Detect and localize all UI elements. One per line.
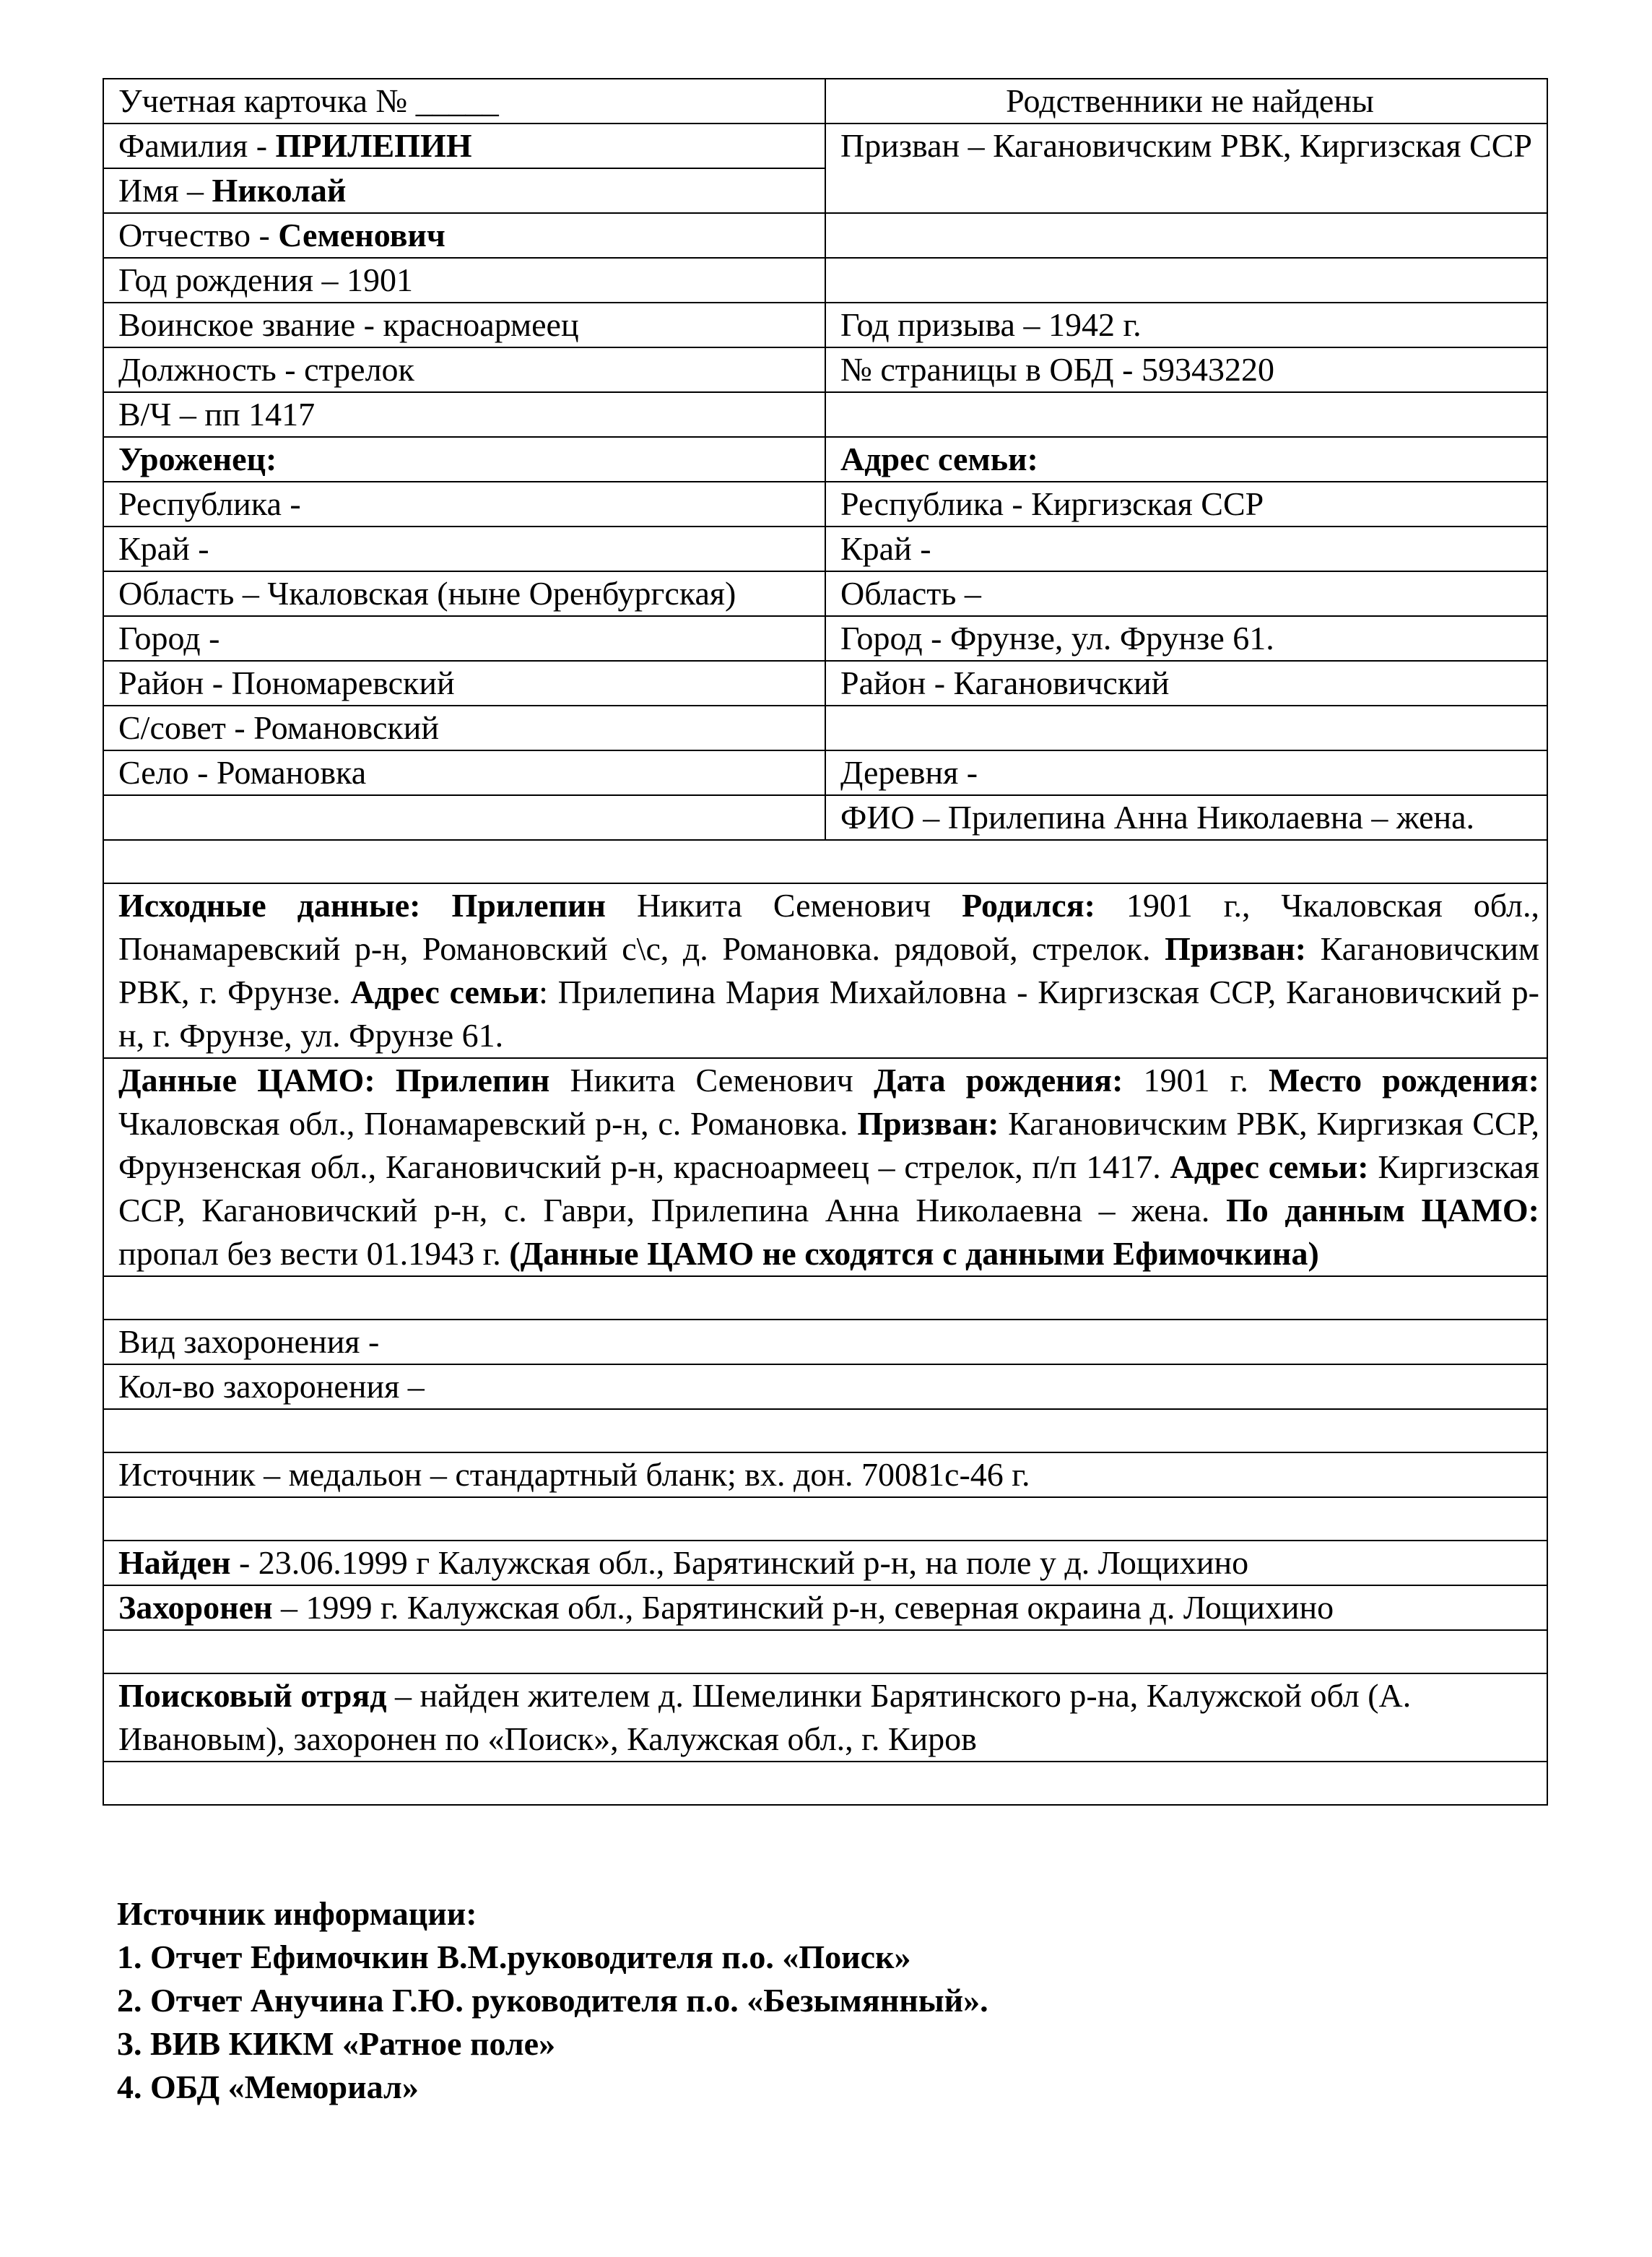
native-republic: Республика - (103, 482, 825, 527)
empty-cell (825, 213, 1547, 258)
empty-row (103, 1630, 1547, 1673)
native-header: Уроженец: (103, 437, 825, 482)
table-row (103, 1320, 1547, 1364)
table-row (103, 661, 1547, 706)
list-item: 3. ВИВ КИКМ «Ратное поле» (117, 2025, 556, 2062)
family-oblast: Область – (825, 571, 1547, 616)
table-row (103, 1762, 1547, 1805)
table-row (103, 303, 1547, 347)
native-village: Село - Романовка (103, 750, 825, 795)
patronymic-cell (103, 213, 825, 258)
name-value: Николай (212, 172, 347, 209)
family-fio: ФИО – Прилепина Анна Николаевна – жена. (825, 795, 1547, 840)
native-city: Город - (103, 616, 825, 661)
table-row (103, 1497, 1547, 1541)
military-rank: Воинское звание - красноармеец (103, 303, 825, 347)
search-squad-info: Поисковый отряд – найден жителем д. Шемелинки Барятинского р-на, Калужской обл (А. Ивановым), захоронен по «Поиск», Калужская обл., г. Киров (103, 1673, 1547, 1762)
obd-page-number: № страницы в ОБД - 59343220 (825, 347, 1547, 392)
list-item: 4. ОБД «Мемориал» (117, 2068, 419, 2105)
empty-row (103, 840, 1547, 883)
table-row (103, 1364, 1547, 1409)
burial-count: Кол-во захоронения – (103, 1364, 1547, 1409)
empty-row (103, 1409, 1547, 1452)
camo-data-paragraph: Данные ЦАМО: Прилепин Никита Семенович Дата рождения: 1901 г. Место рождения: Чкаловская обл., Понамаревский р-н, с. Романовка. Призван: Кагановичским РВК, Киргизкая ССР, Фрунзенская обл., Кагановичский р-н, красноармеец – стрелок, п/п 1417. Адрес семьи: Киргизская ССР, Кагановичский р-н, с. Гаври, Прилепина Анна Николаевна – жена. По данным ЦАМО: пропал без вести 01.1943 г. (Данные ЦАМО не сходятся с данными Ефимочкина) (103, 1058, 1547, 1276)
family-krai: Край - (825, 527, 1547, 571)
table-row (103, 347, 1547, 392)
empty-row (103, 1276, 1547, 1320)
medallion-source: Источник – медальон – стандартный бланк; вх. дон. 70081с-46 г. (103, 1452, 1547, 1497)
table-row (103, 392, 1547, 437)
table-row (103, 437, 1547, 482)
table-row (103, 883, 1547, 1058)
table-row (103, 795, 1547, 840)
table-row (103, 527, 1547, 571)
name-label: Имя – (118, 172, 212, 209)
relatives-status: Родственники не найдены (825, 79, 1547, 124)
table-row (103, 1276, 1547, 1320)
table-row (103, 482, 1547, 527)
table-row (103, 1452, 1547, 1497)
family-district: Район - Кагановичский (825, 661, 1547, 706)
military-unit: В/Ч – пп 1417 (103, 392, 825, 437)
empty-cell (825, 706, 1547, 750)
table-row (103, 1585, 1547, 1630)
table-row (103, 706, 1547, 750)
table-row (103, 79, 1547, 124)
info-sources-title: Источник информации: (117, 1895, 477, 1932)
table-row (103, 1541, 1547, 1585)
empty-cell (825, 392, 1547, 437)
table-row (103, 258, 1547, 303)
surname-value: ПРИЛЕПИН (275, 127, 472, 164)
empty-cell (103, 795, 825, 840)
table-row (103, 840, 1547, 883)
surname-label: Фамилия - (118, 127, 276, 164)
table-row (103, 213, 1547, 258)
card-number: Учетная карточка № _____ (103, 79, 825, 124)
native-council: С/совет - Романовский (103, 706, 825, 750)
table-row (103, 1673, 1547, 1762)
family-republic: Республика - Киргизская ССР (825, 482, 1547, 527)
draft-year: Год призыва – 1942 г. (825, 303, 1547, 347)
burial-type: Вид захоронения - (103, 1320, 1547, 1364)
patronymic-value: Семенович (278, 217, 445, 254)
table-row (103, 1409, 1547, 1452)
table-row (103, 1058, 1547, 1276)
table-row (103, 124, 1547, 168)
patronymic-label: Отчество - (118, 217, 279, 254)
native-oblast: Область – Чкаловская (ныне Оренбургская) (103, 571, 825, 616)
buried-info: Захоронен – 1999 г. Калужская обл., Барятинский р-н, северная окраина д. Лощихино (103, 1585, 1547, 1630)
table-row (103, 616, 1547, 661)
drafted-by: Призван – Кагановичским РВК, Киргизская ССР (825, 124, 1547, 213)
table-row (103, 571, 1547, 616)
birth-year: Год рождения – 1901 (103, 258, 825, 303)
info-sources (117, 1892, 1489, 2109)
empty-cell (825, 258, 1547, 303)
empty-row (103, 1497, 1547, 1541)
family-address-header: Адрес семьи: (825, 437, 1547, 482)
family-village: Деревня - (825, 750, 1547, 795)
empty-row (103, 1762, 1547, 1805)
position: Должность - стрелок (103, 347, 825, 392)
native-district: Район - Пономаревский (103, 661, 825, 706)
registration-card-table (103, 78, 1548, 1806)
surname-cell (103, 124, 825, 168)
list-item: 1. Отчет Ефимочкин В.М.руководителя п.о. «Поиск» (117, 1938, 911, 1975)
table-row (103, 1630, 1547, 1673)
source-data-paragraph: Исходные данные: Прилепин Никита Семенович Родился: 1901 г., Чкаловская обл., Понамаревский р-н, Романовский с\с, д. Романовка. рядовой, стрелок. Призван: Кагановичским РВК, г. Фрунзе. Адрес семьи: Прилепина Мария Михайловна - Киргизская ССР, Кагановичский р-н, г. Фрунзе, ул. Фрунзе 61. (103, 883, 1547, 1058)
native-krai: Край - (103, 527, 825, 571)
found-info: Найден - 23.06.1999 г Калужская обл., Барятинский р-н, на поле у д. Лощихино (103, 1541, 1547, 1585)
name-cell (103, 168, 825, 213)
table-row (103, 750, 1547, 795)
list-item: 2. Отчет Анучина Г.Ю. руководителя п.о. «Безымянный». (117, 1982, 988, 2019)
family-city: Город - Фрунзе, ул. Фрунзе 61. (825, 616, 1547, 661)
